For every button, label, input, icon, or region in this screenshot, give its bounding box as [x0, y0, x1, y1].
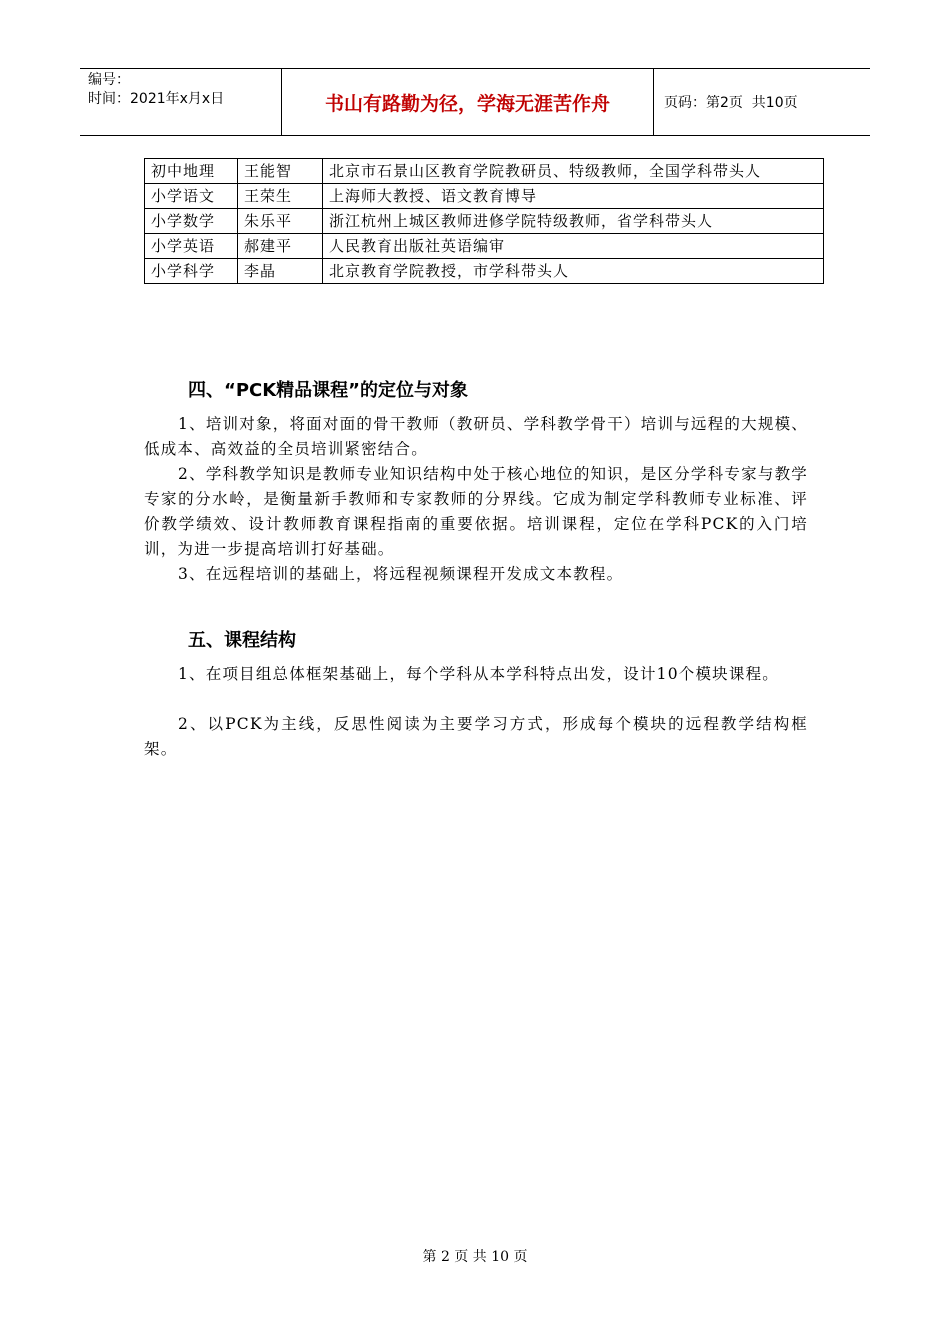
header-page-info	[654, 69, 870, 135]
section-5-heading: 五、课程结构	[188, 630, 296, 651]
title-cell: 浙江杭州上城区教师进修学院特级教师，省学科带头人	[323, 209, 824, 234]
name-cell: 郝建平	[238, 234, 323, 259]
subject-cell: 小学科学	[145, 259, 238, 284]
table-row	[145, 159, 824, 184]
name-cell: 王能智	[238, 159, 323, 184]
table-row	[145, 234, 824, 259]
section-5-paragraph-2: 2、以PCK为主线，反思性阅读为主要学习方式，形成每个模块的远程教学结构框架。	[144, 715, 808, 758]
page-footer	[0, 1246, 950, 1266]
name-cell: 朱乐平	[238, 209, 323, 234]
page-header	[80, 68, 870, 136]
page-info-text: 页码：第2页 共10页	[664, 95, 798, 111]
motto-text: 书山有路勤为径，学海无涯苦作舟	[324, 92, 610, 115]
header-date: 时间：2021年x月x日	[88, 91, 225, 107]
subject-cell: 小学数学	[145, 209, 238, 234]
table-row	[145, 184, 824, 209]
section-4-paragraph-3: 3、在远程培训的基础上，将远程视频课程开发成文本教程。	[178, 565, 624, 583]
name-cell: 王荣生	[238, 184, 323, 209]
subject-cell: 小学语文	[145, 184, 238, 209]
section-4-paragraph-2: 2、学科教学知识是教师专业知识结构中处于核心地位的知识，是区分学科专家与教学专家的分水岭，是衡量新手教师和专家教师的分界线。它成为制定学科教师专业标准、评价教学绩效、设计教师教育课程指南的重要依据。培训课程，定位在学科PCK的入门培训，为进一步提高培训打好基础。	[144, 465, 808, 558]
section-5-paragraph-1: 1、在项目组总体框架基础上，每个学科从本学科特点出发，设计10个模块课程。	[178, 665, 779, 683]
header-motto	[282, 69, 654, 135]
header-meta	[80, 69, 282, 135]
section-4-paragraph-1: 1、培训对象，将面对面的骨干教师（教研员、学科教学骨干）培训与远程的大规模、低成本、高效益的全员培训紧密结合。	[144, 415, 808, 458]
title-cell: 上海师大教授、语文教育博导	[323, 184, 824, 209]
header-number: 编号：	[88, 72, 130, 88]
title-cell: 人民教育出版社英语编审	[323, 234, 824, 259]
title-cell: 北京市石景山区教育学院教研员、特级教师，全国学科带头人	[323, 159, 824, 184]
title-cell: 北京教育学院教授，市学科带头人	[323, 259, 824, 284]
subject-cell: 小学英语	[145, 234, 238, 259]
footer-page-number: 第 2 页 共 10 页	[422, 1249, 528, 1265]
table-row	[145, 259, 824, 284]
table-row	[145, 209, 824, 234]
expert-table	[144, 158, 824, 284]
name-cell: 李晶	[238, 259, 323, 284]
subject-cell: 初中地理	[145, 159, 238, 184]
section-4-heading: 四、“PCK精品课程”的定位与对象	[188, 380, 469, 401]
